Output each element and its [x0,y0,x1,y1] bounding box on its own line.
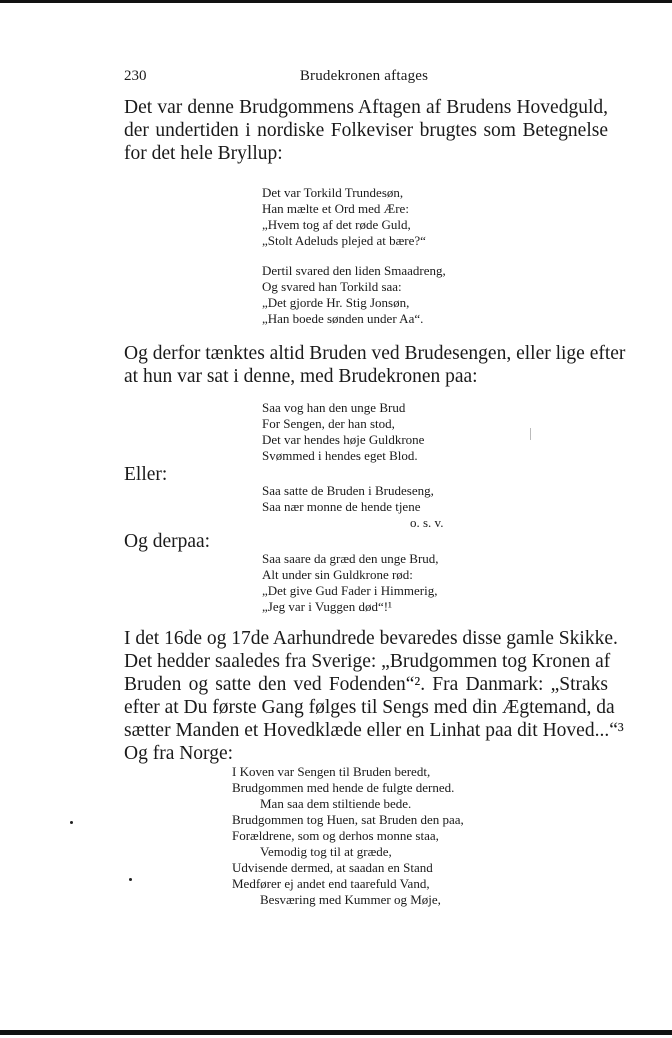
paragraph-line: der undertiden i nordiske Folkeviser brugtes som Betegnelse [124,120,608,141]
paragraph-line: efter at Du første Gang følges til Sengs med din Ægtemand, da [124,697,615,718]
label-derpaa: Og derpaa: [124,531,211,552]
verse-line: Og svared han Torkild saa: [262,279,402,294]
paragraph-line: Og derfor tænktes altid Bruden ved Brudesengen, eller lige efter [124,343,626,364]
verse-line: Udvisende dermed, at saadan en Stand [232,860,433,875]
paragraph-1 [124,96,608,165]
verse-line: Saa vog han den unge Brud [262,400,406,415]
verse-line: Forældrene, som og derhos monne staa, [232,828,439,843]
verse-line: „Hvem tog af det røde Guld, [262,217,411,232]
paragraph-2 [124,342,626,388]
paragraph-line: I det 16de og 17de Aarhundrede bevaredes disse gamle Skikke. [124,628,618,649]
paragraph-line: Bruden og satte den ved Fodenden“². Fra Danmark: „Straks [124,674,608,695]
page-number: 230 [124,68,147,84]
verse-line: Saa satte de Bruden i Brudeseng, [262,483,434,498]
verse-line: Medfører ej andet end taarefuld Vand, [232,876,430,891]
verse-stanza-5 [262,551,602,615]
label-eller: Eller: [124,464,168,485]
verse-line: Det var hendes høje Guldkrone [262,432,425,447]
bottom-border [0,1030,672,1035]
verse-line: Dertil svared den liden Smaadreng, [262,263,446,278]
verse-line: Alt under sin Guldkrone rød: [262,567,413,582]
verse-line: Brudgommen med hende de fulgte derned. [232,780,455,795]
page-header [124,68,604,88]
paragraph-line: Det var denne Brudgommens Aftagen af Brudens Hovedguld, [124,97,608,118]
verse-line: Saa nær monne de hende tjene [262,499,421,514]
verse-line: Saa saare da græd den unge Brud, [262,551,439,566]
verse-line: „Det gjorde Hr. Stig Jonsøn, [262,295,410,310]
verse-line: I Koven var Sengen til Bruden beredt, [232,764,431,779]
paragraph-line: for det hele Bryllup: [124,143,283,164]
verse-line: Han mælte et Ord med Ære: [262,201,409,216]
paragraph-3 [124,627,624,765]
running-title: Brudekronen aftages [299,68,429,84]
paragraph-line: sætter Manden et Hovedklæde eller en Linhat paa dit Hoved...“³ [124,720,624,741]
margin-mark [530,428,531,440]
verse-line: „Jeg var i Vuggen død“!¹ [262,599,392,614]
verse-line: Det var Torkild Trundesøn, [262,185,404,200]
verse-etc: o. s. v. [410,515,444,530]
verse-stanza-4 [262,483,602,531]
verse-line: „Stolt Adeluds plejed at bære?“ [262,233,426,248]
verse-line: Man saa dem stiltiende bede. [260,796,412,811]
ink-speck [129,878,132,881]
verse-line: Vemodig tog til at græde, [260,844,392,859]
verse-line: „Han boede sønden under Aa“. [262,311,424,326]
verse-stanza-2 [262,263,602,327]
verse-line: „Det give Gud Fader i Himmerig, [262,583,438,598]
top-border [0,0,672,3]
verse-line: Besværing med Kummer og Møje, [260,892,441,907]
verse-line: Svømmed i hendes eget Blod. [262,448,418,463]
verse-stanza-3 [262,400,602,464]
paragraph-line: at hun var sat i denne, med Brudekronen paa: [124,366,478,387]
paragraph-line: Det hedder saaledes fra Sverige: „Brudgommen tog Kronen af [124,651,611,672]
verse-stanza-1 [262,185,602,249]
paragraph-line: Og fra Norge: [124,743,234,764]
verse-line: Brudgommen tog Huen, sat Bruden den paa, [232,812,464,827]
ink-speck [70,821,73,824]
verse-stanza-6 [232,764,572,908]
verse-line: For Sengen, der han stod, [262,416,395,431]
